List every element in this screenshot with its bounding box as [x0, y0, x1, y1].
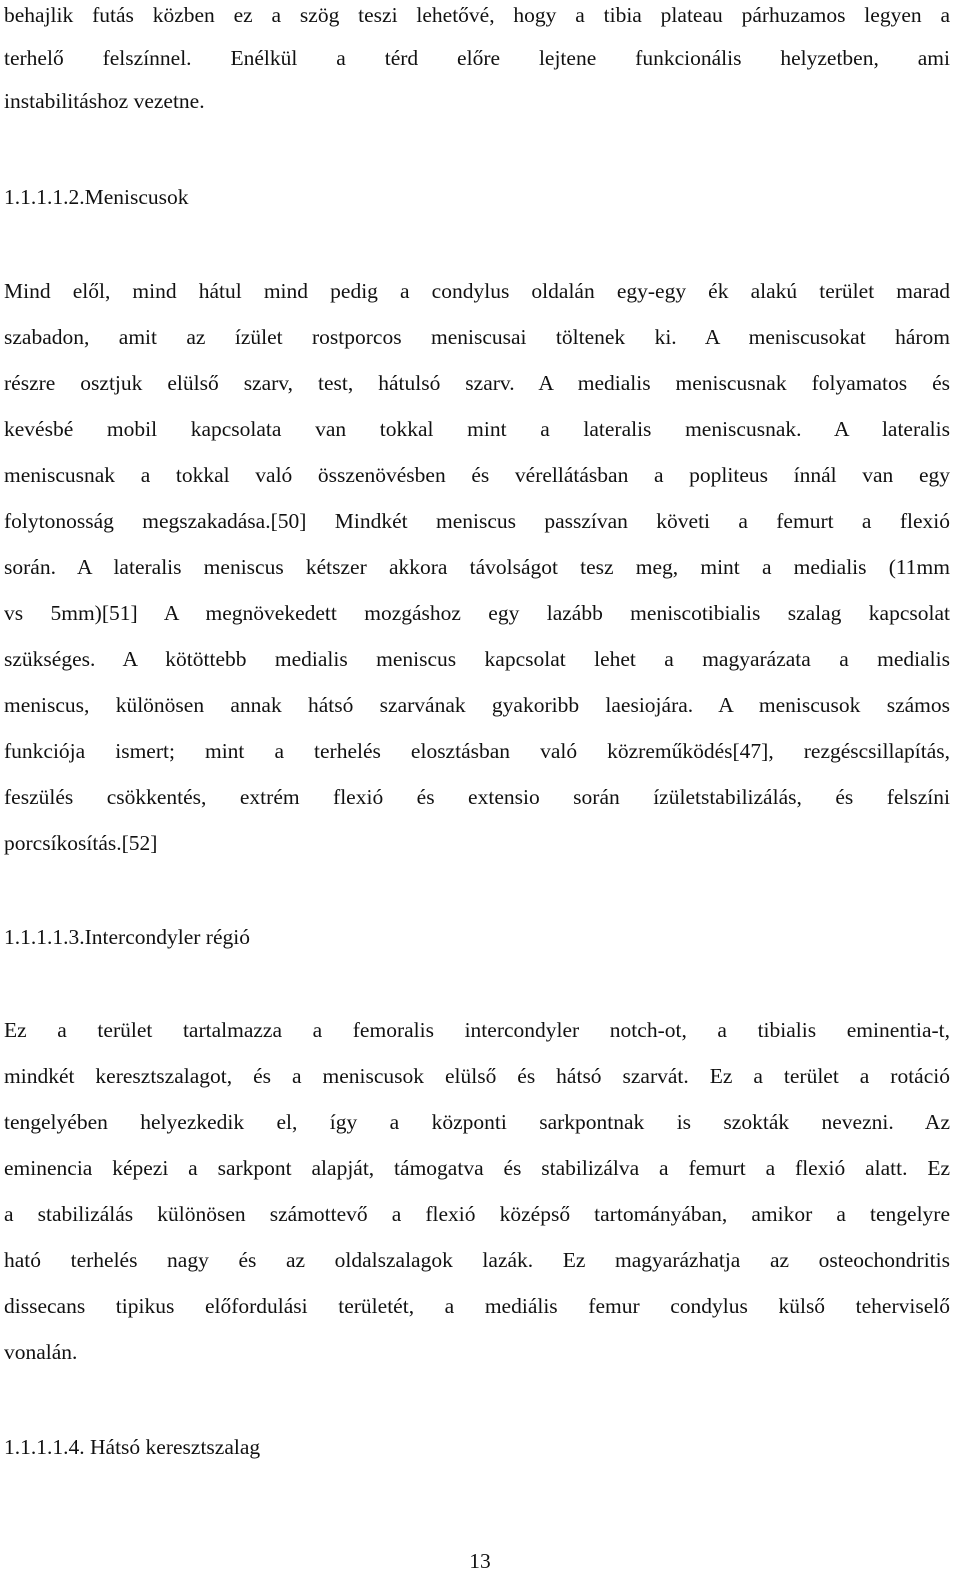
text-line: feszülés csökkentés, extrém flexió és extensio során ízületstabilizálás, és felszíni: [4, 785, 950, 809]
text-line: tengelyében helyezkedik el, így a központi sarkpontnak is szokták nevezni. Az: [4, 1110, 950, 1134]
text-line: szabadon, amit az ízület rostporcos meniscusai töltenek ki. A meniscusokat három: [4, 325, 950, 349]
text-line: ható terhelés nagy és az oldalszalagok lazák. Ez magyarázhatja az osteochondritis: [4, 1248, 950, 1272]
text-line: instabilitáshoz vezetne.: [4, 89, 205, 113]
text-line: részre osztjuk elülső szarv, test, hátulsó szarv. A medialis meniscusnak folyamatos és: [4, 371, 950, 395]
text-line: meniscusnak a tokkal való összenövésben és vérellátásban a popliteus ínnál van egy: [4, 463, 950, 487]
text-line: szükséges. A kötöttebb medialis meniscus kapcsolat lehet a magyarázata a medialis: [4, 647, 950, 671]
text-line: mindkét keresztszalagot, és a meniscusok elülső és hátsó szarvát. Ez a terület a rotáció: [4, 1064, 950, 1088]
text-line: a stabilizálás különösen számottevő a flexió középső tartományában, amikor a tengelyre: [4, 1202, 950, 1226]
text-line: Mind elől, mind hátul mind pedig a condylus oldalán egy-egy ék alakú terület marad: [4, 279, 950, 303]
section-heading-intercondyler: 1.1.1.1.3.Intercondyler régió: [4, 925, 250, 949]
text-line: során. A lateralis meniscus kétszer akkora távolságot tesz meg, mint a medialis (11mm: [4, 555, 950, 579]
text-line: behajlik futás közben ez a szög teszi lehetővé, hogy a tibia plateau párhuzamos legyen a: [4, 3, 950, 27]
text-line: terhelő felszínnel. Enélkül a térd előre lejtene funkcionális helyzetben, ami: [4, 46, 950, 70]
text-line: vs 5mm)[51] A megnövekedett mozgáshoz egy lazább meniscotibialis szalag kapcsolat: [4, 601, 950, 625]
section-heading-hatso-keresztszalag: 1.1.1.1.4. Hátsó keresztszalag: [4, 1435, 261, 1459]
text-line: meniscus, különösen annak hátsó szarvának gyakoribb laesiojára. A meniscusok számos: [4, 693, 950, 717]
page-number: 13: [469, 1549, 491, 1573]
text-line: vonalán.: [4, 1340, 78, 1364]
text-line: porcsíkosítás.[52]: [4, 831, 158, 855]
text-line: folytonosság megszakadása.[50] Mindkét meniscus passzívan követi a femurt a flexió: [4, 509, 950, 533]
text-line: Ez a terület tartalmazza a femoralis intercondyler notch-ot, a tibialis eminentia-t,: [4, 1018, 950, 1042]
text-line: eminencia képezi a sarkpont alapját, támogatva és stabilizálva a femurt a flexió alatt. Ez: [4, 1156, 950, 1180]
text-line: kevésbé mobil kapcsolata van tokkal mint a lateralis meniscusnak. A lateralis: [4, 417, 950, 441]
text-line: funkciója ismert; mint a terhelés elosztásban való közreműködés[47], rezgéscsillapítás,: [4, 739, 950, 763]
text-line: dissecans tipikus előfordulási területét, a mediális femur condylus külső teherviselő: [4, 1294, 950, 1318]
section-heading-meniscusok: 1.1.1.1.2.Meniscusok: [4, 185, 189, 209]
